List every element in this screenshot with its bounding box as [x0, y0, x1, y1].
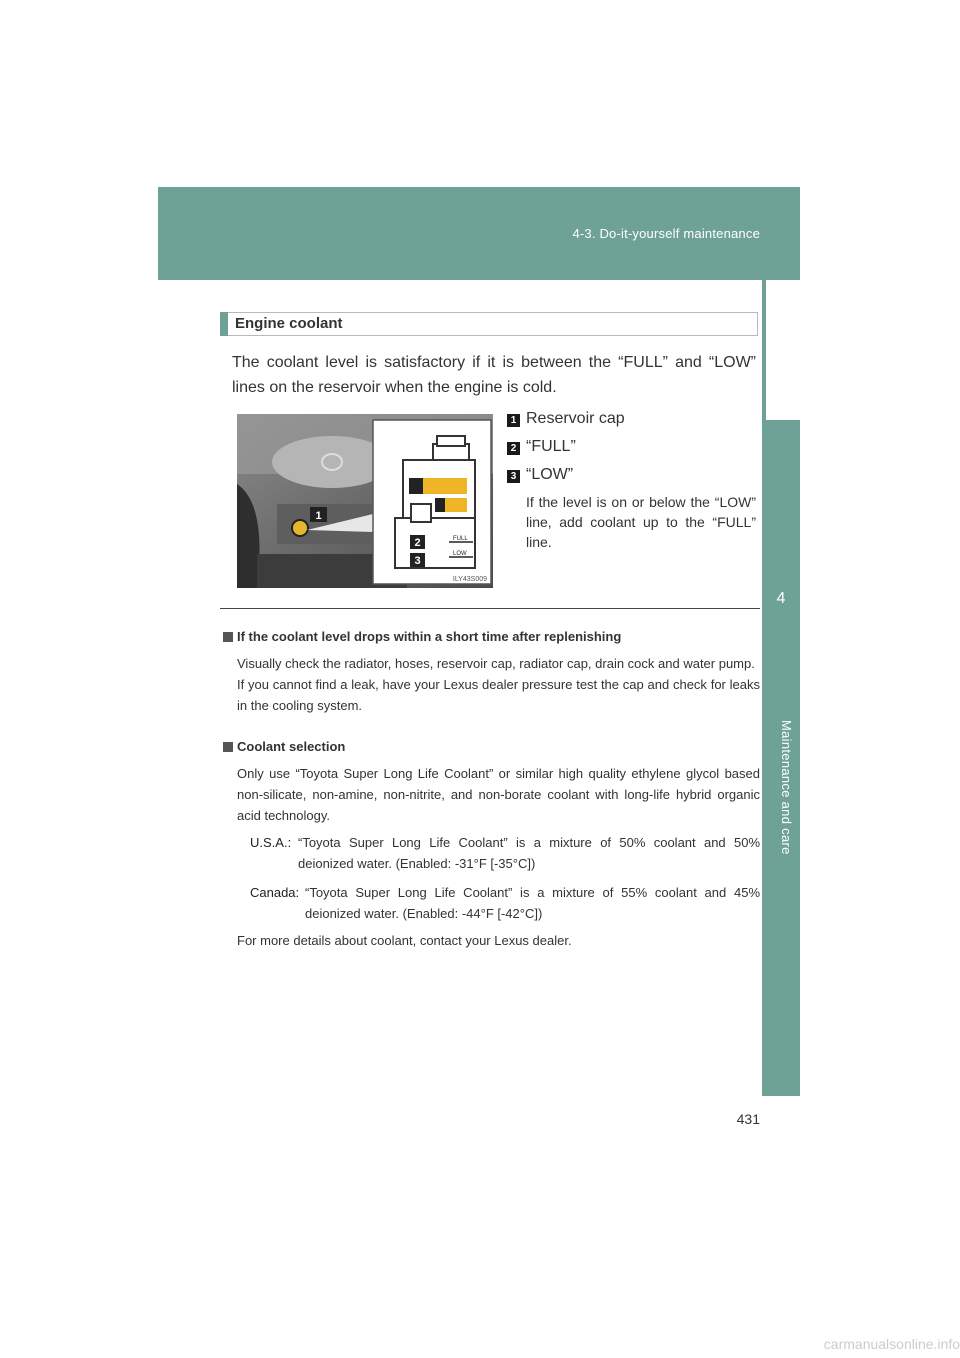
marker-3-text: 3 — [414, 555, 421, 567]
region-text: “Toyota Super Long Life Coolant” is a mixture of 55% coolant and 45% deionized water. (Enabled: -44°F [-42°C]) — [305, 885, 760, 921]
notice-title-text: If the coolant level drops within a short time after replenishing — [237, 629, 622, 644]
watermark: carmanualsonline.info — [823, 1336, 960, 1352]
full-level-label: FULL — [453, 536, 468, 542]
marker-2-text: 2 — [414, 537, 421, 549]
notice-title — [220, 737, 760, 757]
side-tab — [762, 280, 800, 1096]
callout-item — [507, 410, 762, 434]
notice-paragraph: Only use “Toyota Super Long Life Coolant” or similar high quality ethylene glycol based non-silicate, non-amine, non-nitrite, and non-borate coolant with long-life hybrid organic acid technology. — [237, 766, 760, 823]
notice-paragraph: Visually check the radiator, hoses, reservoir cap, radiator cap, drain cock and water pump. — [237, 656, 755, 671]
notice-coolant-selection — [220, 737, 760, 951]
callout-label: Reservoir cap — [526, 410, 625, 427]
low-level-label: LOW — [453, 551, 467, 557]
chapter-title: Maintenance and care — [779, 720, 794, 855]
callout-list — [507, 410, 762, 494]
notice-paragraph: If you cannot find a leak, have your Lexus dealer pressure test the cap and check for leaks in the cooling system. — [237, 677, 760, 713]
notice-title-text: Coolant selection — [237, 739, 346, 754]
callout-label: “FULL” — [526, 438, 576, 455]
intro-text: The coolant level is satisfactory if it is between the “FULL” and “LOW” lines on the reservoir when the engine is cold. — [232, 354, 756, 396]
callout-note: If the level is on or below the “LOW” line, add coolant up to the “FULL” line. — [526, 494, 756, 550]
region-row-canada — [220, 882, 760, 924]
region-row-usa — [220, 832, 760, 874]
notice-leak — [220, 627, 760, 716]
engine-coolant-figure — [237, 414, 493, 588]
section-label: 4-3. Do-it-yourself maintenance — [572, 226, 760, 241]
callout-label: “LOW” — [526, 466, 574, 483]
callout-number: 1 — [507, 414, 520, 427]
region-text: “Toyota Super Long Life Coolant” is a mixture of 50% coolant and 50% deionized water. (Enabled: -31°F [-35°C]) — [298, 835, 760, 871]
callout-number: 2 — [507, 442, 520, 455]
heading-accent — [220, 312, 228, 336]
notice-paragraph: For more details about coolant, contact your Lexus dealer. — [237, 933, 572, 948]
notice-title — [220, 627, 760, 647]
chapter-number: 4 — [776, 590, 786, 607]
marker-1-text: 1 — [315, 510, 322, 522]
region-label: U.S.A.: — [250, 835, 292, 850]
divider — [220, 608, 760, 609]
section-heading — [220, 312, 758, 336]
side-tab-box — [762, 280, 800, 420]
region-label: Canada: — [250, 885, 300, 900]
page-number: 431 — [736, 1111, 760, 1127]
figure-code: ILY43S009 — [452, 576, 487, 583]
callout-number: 3 — [507, 470, 520, 483]
callout-item — [507, 466, 762, 490]
heading-text: Engine coolant — [235, 315, 343, 332]
bullet-square-icon — [223, 742, 233, 752]
bullet-square-icon — [223, 632, 233, 642]
callout-item — [507, 438, 762, 462]
